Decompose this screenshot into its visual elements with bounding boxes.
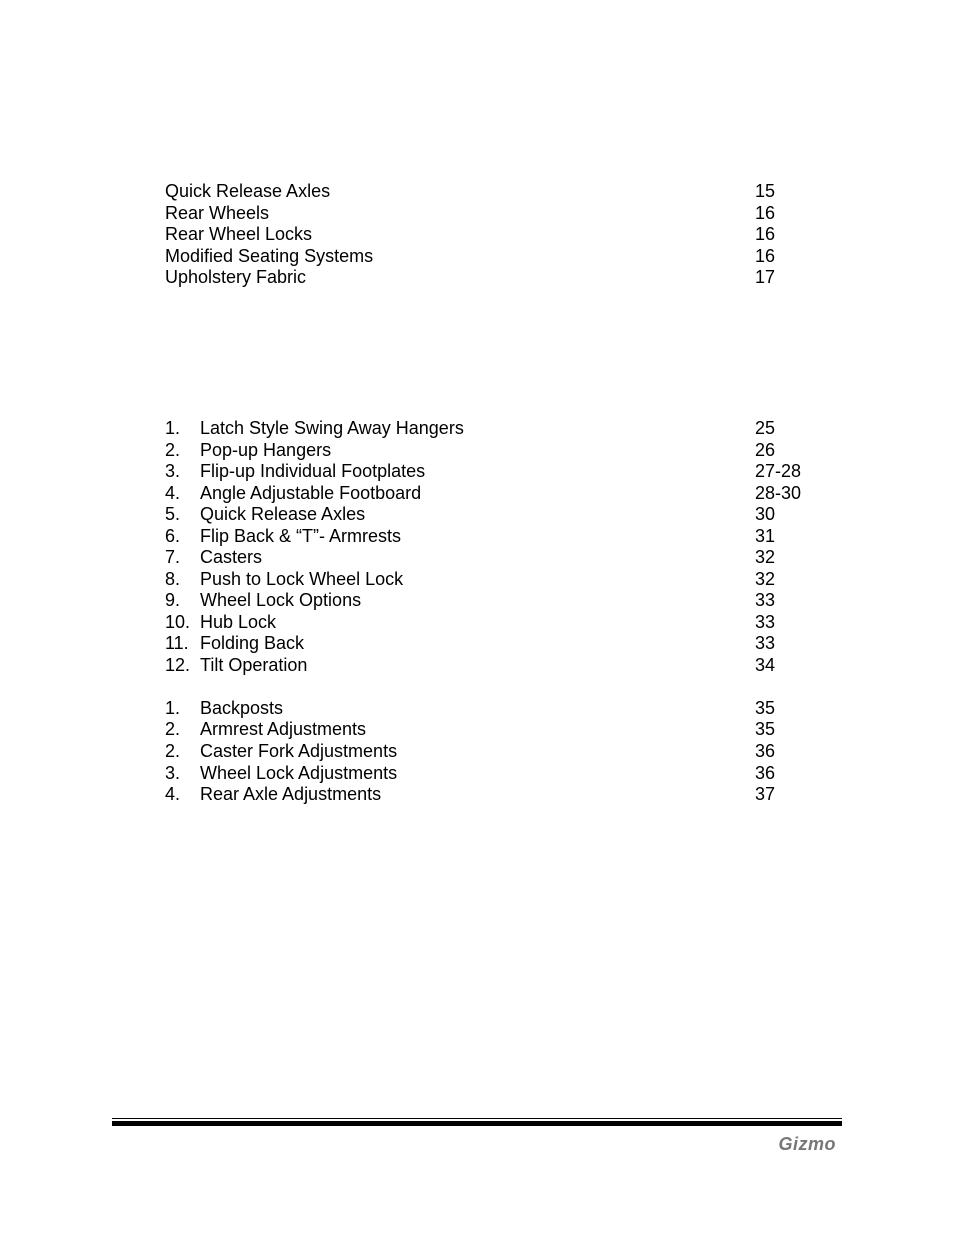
toc-entry-label: Pop-up Hangers: [200, 440, 332, 460]
toc-entry-page: 31: [755, 526, 776, 546]
toc-entry-page: 30: [755, 504, 776, 524]
toc-entry-number: 11.: [165, 633, 189, 653]
toc-entry-label: Rear Axle Adjustments: [200, 784, 382, 804]
toc-entry-page: 25: [755, 418, 776, 438]
toc-entry-page: 15: [755, 181, 776, 201]
toc-entry-label: Wheel Lock Options: [200, 590, 362, 610]
toc-entry-number: 1.: [165, 698, 181, 718]
toc-entry: [165, 589, 825, 611]
toc-entry: [165, 740, 825, 762]
toc-entry-number: 8.: [165, 569, 181, 589]
toc-entry-label: Angle Adjustable Footboard: [200, 483, 422, 503]
toc-entry-label: Flip Back & “T”- Armrests: [200, 526, 402, 546]
toc-entry-number: 12.: [165, 655, 191, 675]
toc-entry-page: 16: [755, 246, 776, 266]
toc-entry-page: 16: [755, 224, 776, 244]
toc-entry-label: Wheel Lock Adjustments: [200, 763, 398, 783]
toc-entry-label: Quick Release Axles: [165, 181, 331, 201]
footer-brand: Gizmo: [778, 1134, 836, 1154]
toc-entry-page: 34: [755, 655, 776, 675]
toc-entry-label: Casters: [200, 547, 263, 567]
toc-entry-label: Upholstery Fabric: [165, 267, 307, 287]
toc-entry-label: Caster Fork Adjustments: [200, 741, 398, 761]
toc-entry-page: 32: [755, 547, 776, 567]
toc-entry-number: 3.: [165, 461, 181, 481]
toc-entry-label: Latch Style Swing Away Hangers: [200, 418, 464, 438]
toc-entry-page: 35: [755, 698, 776, 718]
toc-entry-page: 32: [755, 569, 776, 589]
toc-entry-number: 6.: [165, 526, 181, 546]
toc-entry: [165, 525, 825, 547]
toc-entry-page: 27-28: [755, 461, 802, 481]
toc-entry: [165, 266, 825, 288]
toc-entry-number: 9.: [165, 590, 181, 610]
toc-entry: [165, 245, 825, 267]
toc-entry-label: Rear Wheels: [165, 203, 270, 223]
toc-entry-label: Rear Wheel Locks: [165, 224, 313, 244]
toc-entry: [165, 503, 825, 525]
toc-entry: [165, 202, 825, 224]
toc-entry-number: 2.: [165, 440, 181, 460]
toc-entry-label: Hub Lock: [200, 612, 277, 632]
toc-entry-number: 7.: [165, 547, 181, 567]
toc-entry: [165, 632, 825, 654]
toc-entry-label: Folding Back: [200, 633, 305, 653]
toc-entry-page: 33: [755, 590, 776, 610]
toc-entry-label: Armrest Adjustments: [200, 719, 367, 739]
toc-entry: [165, 180, 825, 202]
toc-entry-number: 5.: [165, 504, 181, 524]
toc-entry-label: Backposts: [200, 698, 284, 718]
toc-entry: [165, 546, 825, 568]
toc-entry-number: 2.: [165, 719, 181, 739]
toc-entry-page: 17: [755, 267, 776, 287]
toc-entry: [165, 439, 825, 461]
toc-entry-number: 4.: [165, 784, 181, 804]
toc-entry-label: Quick Release Axles: [200, 504, 366, 524]
toc-entry-page: 37: [755, 784, 776, 804]
toc-entry-page: 16: [755, 203, 776, 223]
toc-entry-number: 4.: [165, 483, 181, 503]
toc-entry: [165, 223, 825, 245]
toc-entry: [165, 568, 825, 590]
toc-entry-page: 36: [755, 763, 776, 783]
footer-divider-thick: [112, 1121, 842, 1126]
toc-entry: [165, 460, 825, 482]
toc-entry-label: Tilt Operation: [200, 655, 308, 675]
toc-entry: [165, 697, 825, 719]
toc-entry-number: 2.: [165, 741, 181, 761]
toc-entry: [165, 611, 825, 633]
toc-entry-page: 35: [755, 719, 776, 739]
toc-entry-page: 26: [755, 440, 776, 460]
toc-entry-number: 1.: [165, 418, 181, 438]
toc-entry: [165, 417, 825, 439]
toc-entry-page: 28-30: [755, 483, 802, 503]
toc-entry: [165, 654, 825, 676]
toc-entry-number: 10.: [165, 612, 191, 632]
toc-entry-page: 33: [755, 633, 776, 653]
toc-entry-label: Push to Lock Wheel Lock: [200, 569, 404, 589]
toc-entry-label: Flip-up Individual Footplates: [200, 461, 426, 481]
footer-divider-thin: [112, 1118, 842, 1119]
toc-entry-number: 3.: [165, 763, 181, 783]
toc-entry: [165, 762, 825, 784]
toc-entry: [165, 482, 825, 504]
toc-entry-page: 36: [755, 741, 776, 761]
toc-entry: [165, 783, 825, 805]
toc-entry-page: 33: [755, 612, 776, 632]
toc-entry: [165, 718, 825, 740]
toc-entry-label: Modified Seating Systems: [165, 246, 374, 266]
